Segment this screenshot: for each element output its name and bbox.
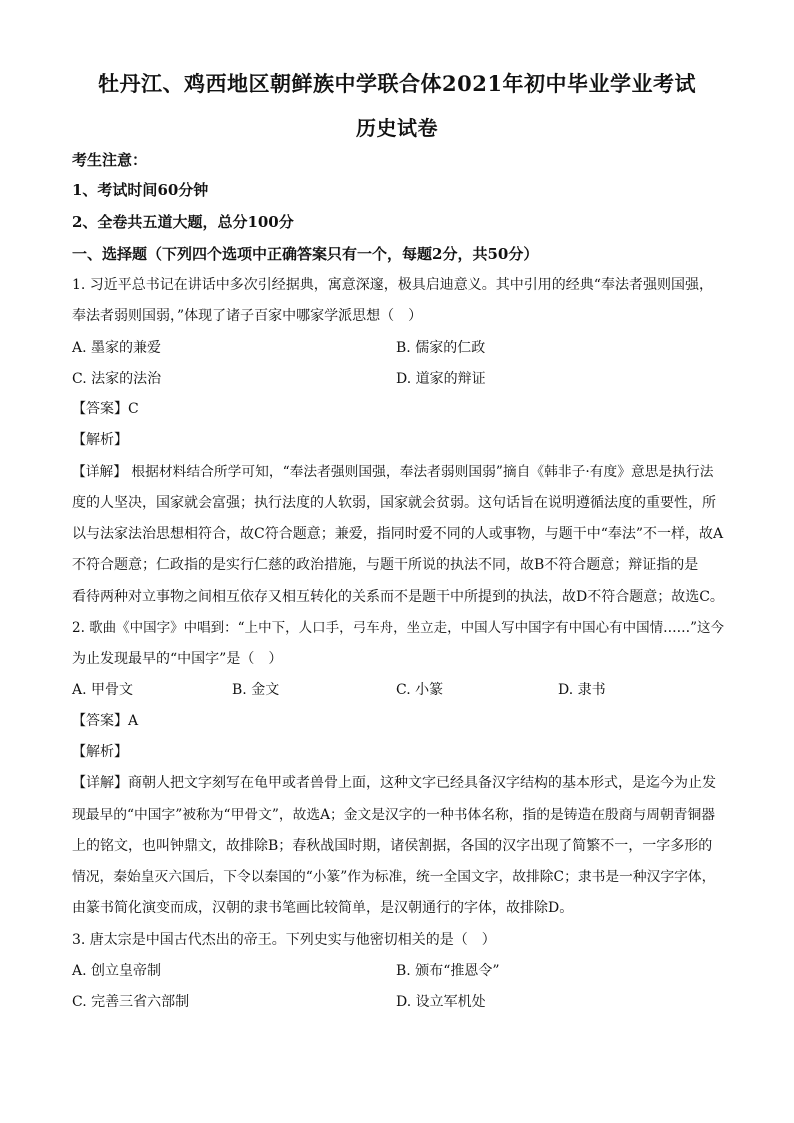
- q2-detail-line2: 现最早的“中国字”被称为“甲骨文”，故选A；金文是汉字的一种书体名称，指的是铸造在殷商与周朝青铜器: [72, 807, 716, 823]
- q1-option-c: C. 法家的法治: [72, 371, 162, 387]
- q3-option-b: B. 颁布“推恩令”: [396, 963, 500, 979]
- q2-option-d: D. 隶书: [558, 682, 606, 698]
- q2-option-a: A. 甲骨文: [72, 682, 134, 698]
- q1-stem-line2: 奉法者弱则国弱，”体现了诸子百家中哪家学派思想（ ）: [72, 308, 423, 324]
- q3-option-c: C. 完善三省六部制: [72, 994, 190, 1010]
- q2-option-b: B. 金文: [232, 682, 280, 698]
- q2-stem-line1: 2. 歌曲《中国字》中唱到：“上中下，人口手，弓车舟，坐立走，中国人写中国字有中国心有中国情……”这今: [72, 620, 724, 636]
- q1-option-a: A. 墨家的兼爱: [72, 340, 162, 356]
- section-heading: 一、选择题（下列四个选项中正确答案只有一个，每题2分，共50分）: [72, 245, 539, 263]
- q2-answer: 【答案】A: [72, 713, 139, 729]
- q1-option-d: D. 道家的辩证: [396, 371, 486, 387]
- q1-detail-line4: 不符合题意；仁政指的是实行仁慈的政治措施，与题干所说的执法不同，故B不符合题意；辩证指的是: [72, 557, 699, 573]
- q2-option-c: C. 小篆: [396, 682, 444, 698]
- q1-option-b: B. 儒家的仁政: [396, 340, 486, 356]
- q1-detail-line3: 以与法家法治思想相符合，故C符合题意；兼爱，指同时爱不同的人或事物，与题干中“奉法”不一样，故A: [72, 526, 724, 542]
- q1-detail-line5: 看待两种对立事物之间相互依存又相互转化的关系而不是题干中所提到的执法，故D不符合题意；故选C。: [72, 589, 724, 605]
- q1-stem-line1: 1. 习近平总书记在讲话中多次引经据典，寓意深邃，极具启迪意义。其中引用的经典“奉法者强则国强，: [72, 277, 713, 293]
- notice-heading: 考生注意：: [72, 151, 148, 169]
- q2-detail-line3: 上的铭文，也叫钟鼎文，故排除B；春秋战国时期，诸侯割据，各国的汉字出现了简繁不一，一字多形的: [72, 838, 713, 854]
- q2-stem-line2: 为止发现最早的“中国字”是（ ）: [72, 651, 283, 667]
- exam-title: 牡丹江、鸡西地区朝鲜族中学联合体2021年初中毕业学业考试: [98, 71, 696, 96]
- exam-subtitle: 历史试卷: [356, 116, 438, 140]
- q2-detail-line4: 情况，秦始皇灭六国后，下令以秦国的“小篆”作为标准，统一全国文字，故排除C；隶书是一种汉字字体，: [72, 869, 716, 885]
- notice-item-time: 1、考试时间60分钟: [72, 181, 209, 199]
- q2-detail-line5: 由篆书简化演变而成，汉朝的隶书笔画比较简单，是汉朝通行的字体，故排除D。: [72, 900, 574, 916]
- q3-option-a: A. 创立皇帝制: [72, 963, 162, 979]
- notice-item-score: 2、全卷共五道大题，总分100分: [72, 213, 294, 231]
- q2-analysis-label: 【解析】: [72, 744, 128, 760]
- q1-answer: 【答案】C: [72, 401, 139, 417]
- q1-detail-line1: 【详解】 根据材料结合所学可知，“奉法者强则国强，奉法者弱则国弱”摘自《韩非子·有度》意思是执行法: [72, 464, 714, 480]
- q1-analysis-label: 【解析】: [72, 432, 128, 448]
- q1-detail-line2: 度的人坚决，国家就会富强；执行法度的人软弱，国家就会贫弱。这句话旨在说明遵循法度的重要性，所: [72, 495, 716, 511]
- q3-stem: 3. 唐太宗是中国古代杰出的帝王。下列史实与他密切相关的是（ ）: [72, 932, 496, 948]
- q2-detail-line1: 【详解】商朝人把文字刻写在龟甲或者兽骨上面，这种文字已经具备汉字结构的基本形式，是迄今为止发: [72, 775, 716, 791]
- q3-option-d: D. 设立军机处: [396, 994, 486, 1010]
